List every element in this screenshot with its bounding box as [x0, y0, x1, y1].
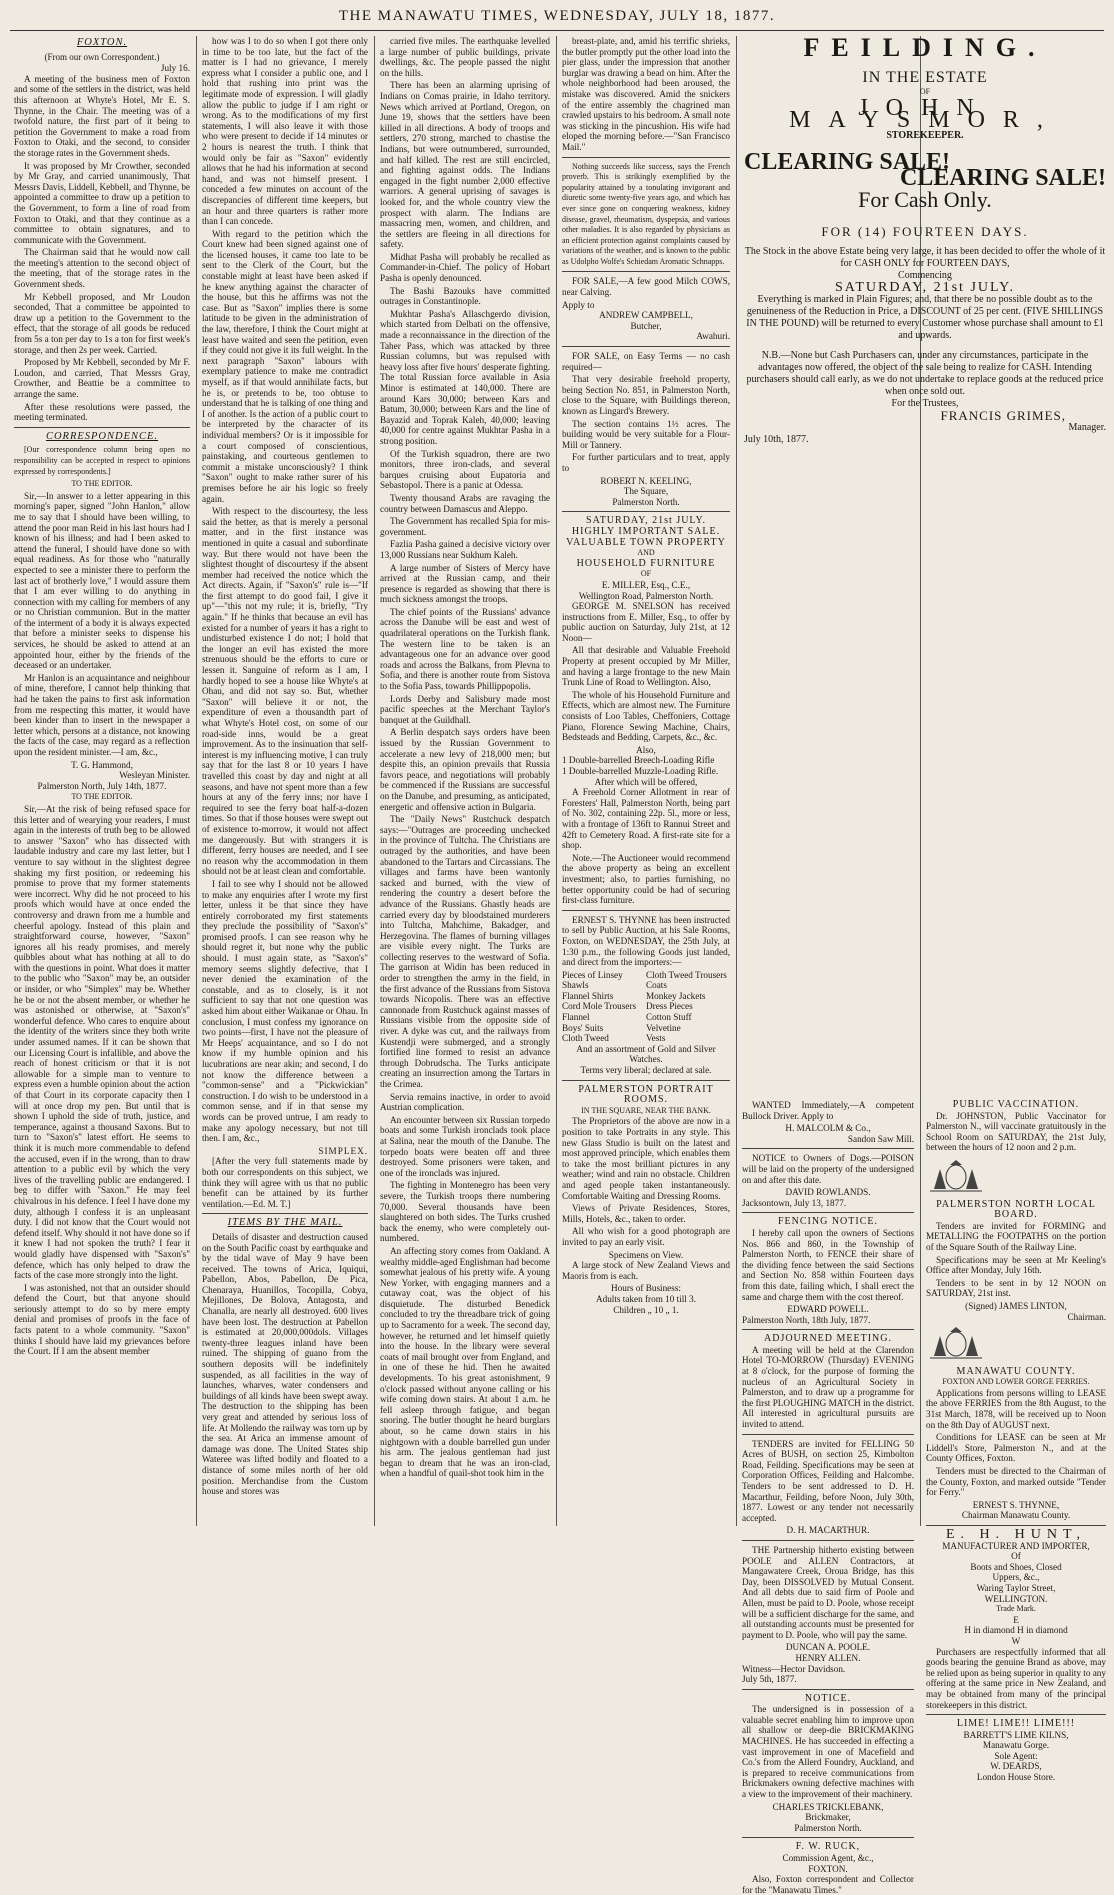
ad-text: The Proprietors of the above are now in a position to take Portraits in any style. This new Glass Studio is built on the latest and most approved principle, which enables them to take the most brilliant pictures in any weather; wind and rain no obstacle. Children and aged people taken instantaneously. Comfortable Waiting and Dressing Rooms. [562, 1116, 730, 1201]
sale-of: OF [640, 569, 652, 579]
article-paragraph: The fighting in Montenegro has been very severe, the Turkish troops there numbering 70,000. Several thousands have been slaughtered on both sides. The Turks crushed back the enemy, who were completely out-numbered. [380, 1180, 550, 1244]
section-rule [562, 511, 730, 512]
letter-paragraph: Sir,—At the risk of being refused space for this letter and of wearying your readers, I must again in the interests of truth beg to be allowed to answer "Saxon" who has dissected with laudable industry and care my last letter, but I venture to say without in the slightest degree shaking my first position, or redeeming his promise to prove that my former statements were incorrect. Why did he not proceed to his proofs which would have at once ended the controversy and drawn from me a humble and cheerful apology. Instead of this plain and straightforward course, however, "Saxon" ignores all his ready promises, and merely quibbles about what has nothing at all to do with the questions in point. What does it matter to the public who "Saxon" may be, an outsider or insider, or who "Simplex" may be. Whether he be or not the absent member, or whether he was astonished or otherwise, at "Saxon's" wonderful defence. Who cares to enquire about the identity of the writers since they both write under assumed names. If it can be shown that our Licensing Court is infallible, and above the reach of honest criticism or that it is not allowable for a simple man to venture to express even a humble opinion about the action of that Court in its corporate capacity then I will at once drop my pen. But until that is shown I uphold the side of truth, justice, and temperance, against a thousand Saxons. But to turn to "Saxon's" latest effort. He seems to think it is much more commendable to defend the accused, even if in the wrong, than to draw attention to a public evil by which the very lives of the travelling public are endangered. I beg to differ with "Saxon." He may feel chivalrous in his defence. I feel I have done my duty, although I confess it is an unpleasant duty. I did not know that the Court would not defend itself. Why should it not have done so if it knew I had not spoken the truth? I fear it would gladly have dispensed with "Saxon's" defence, which has only helped to draw the facts of the case more strongly into the light. [14, 803, 190, 1281]
section-rule [562, 346, 730, 347]
column-rule [374, 36, 375, 1526]
trade-mark-letter: E [1013, 1614, 1019, 1625]
goods-item: Cord Mole Trousers [562, 1001, 637, 1012]
ad-advertiser: HENRY ALLEN. [795, 1652, 861, 1663]
feilding-title: FEILDING. [803, 33, 1047, 62]
article-paragraph: The Chairman said that he would now call the meeting's attention to the second object of the meeting, that of the storage rates in the Government sheds. [14, 247, 190, 290]
ad-text: Also, [636, 744, 656, 755]
ad-text: A meeting will be held at the Clarendon Hotel TO-MORROW (Thursday) EVENING at 8 o'clock, for the purpose of forming the nucleus of an Agricultural Society in Palmerston, and to draw up a programme for the first PLOUGHING MATCH in the district. All interested in agricultural pursuits are invited to attend. [742, 1344, 914, 1430]
goods-item: Pieces of Linsey [562, 969, 623, 980]
article-paragraph: Mukhtar Pasha's Allaschgerdo division, which started from Delbati on the offensive, made a reconnaissance in the direction of the Taher Pass, which was attacked by three Russian columns, but was repulsed with heavy loss after five hours' desperate fighting. The total Russian force available in Asia Minor is estimated at 140,000. There are around Kars 30,000; between Kars and Batum, 30,000; between Kars and the line of Bayazid and Toprak Kaleh, 40,000; leaving 40,000 for centre against Mukhtar Pasha in a strong position. [380, 308, 550, 446]
letter-place-date: Palmerston North, July 14th, 1877. [37, 780, 167, 791]
masthead-rule [10, 30, 1104, 31]
ad-text: ERNEST S. THYNNE has been instructed to sell by Public Auction, at his Sale Rooms, Foxton, on WEDNESDAY, the 25th July, at 1:30 p.m., the following Goods just landed, and direct from the importers:— [562, 914, 730, 968]
trade-mark-diamond: H in diamond H in diamond [964, 1625, 1068, 1636]
ad-text: Purchasers are respectfully informed that all goods bearing the genuine Brand as above, may be relied upon as being superior in quality to any offering at the same price in New Zealand, and may be obtained from many of the principal storekeepers in this district. [926, 1646, 1106, 1710]
cash-only: For Cash Only. [858, 187, 992, 212]
letter-paragraph: Sir,—In answer to a letter appearing in this morning's paper, signed "John Hanlon," allow me to say that I should have been willing, to attend the poor man Reid in his last hours had I known of his illness; and had I been asked to attend the funeral, I should have done so with equal readiness. As for those who "naturally expected to see a minister there to perform the last act of brotherly love," I would assure them that I am ever willing to do anything in connection with my calling for members of any or no Christian communion. But in the matter of the interment of a body it is always expected that before a minister seeks to dispense his services, he should be asked to attend at an appointed hour, either by the friends of the deceased or an undertaker. [14, 490, 190, 671]
schnapps-notice: Nothing succeeds like success, says the French proverb. This is strikingly exemplified by the popularity attained by a tonulating invigorant and diuretic some twenty-five years ago, and which has ever since gone on conquering weakness, kidney disease, gravel, rheumatism, dyspepsia, and various other maladies. It is also regarded by physicians as an efficient protection against complaints caused by variations of the weather, and is known to the public as Udolpho Wolfe's Schiedam Aromatic Schnapps. [562, 161, 730, 266]
ad-text: Sole Agent: [994, 1750, 1038, 1761]
ad-text: Tenders to be sent in by 12 NOON on SATURDAY, 21st inst. [926, 1277, 1106, 1299]
article-paragraph: A meeting of the business men of Foxton and some of the settlers in the district, was held this afternoon at Whyte's Hotel, Mr E. S. Thynne, in the Chair. The meeting was of a twofold nature, the first part of it being to petition the Government to make a road from Foxton to Otaki, and the second, to consider the storage rates in the Government sheds. [14, 73, 190, 158]
sale-ad-date: July 10th, 1877. [744, 434, 809, 445]
article-paragraph: After these resolutions were passed, the meeting terminated. [14, 401, 190, 423]
ad-text: Conditions for LEASE can be seen at Mr Liddell's Store, Palmerston N., and at the County Offices, Foxton. [926, 1432, 1106, 1464]
column-2 [202, 36, 368, 1526]
ad-advertiser: DUNCAN A. POOLE. [785, 1642, 871, 1653]
hours-children: Children „ 10 „ 1. [613, 1304, 679, 1315]
goods-item: Vests [646, 1033, 666, 1044]
article-paragraph: Mr Kebbell proposed, and Mr Loudon seconded, That a committee be appointed to draw up a petition to the Government to the effect, that the storage of all goods be reduced from 5s a ton per day to 1s a ton for first week's storage, and then 2s per week. Carried. [14, 291, 190, 355]
article-paragraph: It was proposed by Mr Crowther, seconded by Mr Gray, and carried unanimously, That Messrs Davis, Liddell, Kebbell, and Thynne, be appointed a committee to draw up a petition to the Government, to form a line of road from Foxton to Otaki, and that they continue as a committee to obtain signatures, and to communicate with the Government. [14, 160, 190, 245]
portrait-subtitle: IN THE SQUARE, NEAR THE BANK. [581, 1105, 711, 1115]
ad-text: Apply to [562, 299, 595, 310]
sale-title: HIGHLY IMPORTANT SALE. [571, 525, 721, 537]
ad-text: Of [1011, 1551, 1021, 1562]
section-rule [562, 157, 730, 158]
ad-text: Commission Agent, &c., [782, 1853, 874, 1863]
goods-row [562, 1001, 730, 1012]
ad-text: 1 Double-barrelled Breech-Loading Rifle [562, 755, 715, 766]
letter-paragraph: I was astonished, not that an outsider should defend the Court, but that anyone should seriously attempt to do so by mere empty denial and promises of proofs in the face of facts patent to a whole community. "Saxon" thinks I should have laid my grievances before the Court. If I am the absent member [14, 1282, 190, 1357]
sale-and: AND [637, 548, 655, 558]
ad-text: Manawatu Gorge. [982, 1740, 1050, 1751]
ad-advertiser: ERNEST S. THYNNE, [972, 1499, 1060, 1510]
ad-text: The Square, [623, 486, 669, 497]
article-paragraph: Details of disaster and destruction caused on the South Pacific coast by earthquake and by the tidal wave of May 9 have been received. The towns of Arica, Iquiqui, Pabellon, Abos, Pabellon, De Pica, Chenaraya, Huanillos, Tocopilla, Cobya, Mejillones, De Bolova, Antagosta, and Chanalla, are nearly all destroyed. 600 lives have been lost. The destruction at Pabellon is estimated at 20,000,000dols. Villages twenty-three leagues inland have been ruined. The shipping of guano from the southern deposits will be indefinitely suspended, as all facilities in the way of launches, wharves, water condensers and buildings of all kinds have been swept away. The destruction to the shipping has been very great and attended by serious loss of life. At Mollendo the railway was torn up by the sea. At Arica an immense amount of damage was done. The United States ship Wateree was lifted bodily and floated to a distance of some miles north of her old position. Merchandise from the Custom house and stores was [202, 1231, 368, 1497]
article-paragraph: The "Daily News" Rustchuck despatch says:—"Outrages are proceeding unchecked in the province of Tultcha. The Christians are outraged by the authorities, and have been abandoned to the Tartars and Circassians. The villages and farms have been wantonly sacked and burned, with the view of rendering the country a desert before the advance of the Russians. Ghastly heads are carried every day by bloodstained murderers into Tultcha, Mahchime, Bakadger, and Herzegovina. The flames of burning villages are visible every night. The Turks are collecting reserves to the westward of Sofia. The garrison at Widin has been reduced in order to strengthen the army in the field, in the first advance of the Russians from Sistova towards Nicopolis. There was an effective cannonade from Rustchuck against masses of Russians visible from the opposite side of river. A dyke was cut, and the railways from Kustendji were submerged, and a strongly fortified line formed to resist an advance through Dobrudscha. The Turks anticipate creating an insurrection among the Tartars in the Crimea. [380, 814, 550, 1089]
column-3 [380, 36, 550, 1526]
goods-item: Shawls [562, 980, 589, 991]
commencing: Commencing [898, 270, 952, 281]
section-rule [742, 1212, 914, 1213]
goods-row [562, 991, 730, 1002]
article-paragraph: A Berlin despatch says orders have been issued by the Russian Government to accelerate a new levy of 218,000 men; but despite this, an opinion prevails that Russia favors peace, and negotiations will probably be commenced if the Russians are successful on the Danube, and presuming, as anticipated, energetic and offensive action in Bulgaria. [380, 727, 550, 812]
article-paragraph: A large number of Sisters of Mercy have arrived at the Russian camp, and their presence is regarded as showing that there is much sickness amongst the troops. [380, 562, 550, 605]
ad-text: Tenders are invited for FORMING and METALLING the FOOTPATHS on the portion of the Square South of the Railway Line. [926, 1220, 1106, 1252]
section-rule [742, 1689, 914, 1690]
ad-text: Uppers, &c., [992, 1572, 1040, 1583]
editor-note: [After the very full statements made by both our correspondents on this subject, we think they will agree with us that no public benefit can be attained by its further ventilation.—Ed. M. T.] [202, 1156, 368, 1209]
goods-item: Flannel Shirts [562, 990, 614, 1001]
trustees: For the Trustees, [891, 398, 959, 409]
clearing-sale-2: CLEARING SALE! [899, 165, 1106, 191]
vaccination-title: PUBLIC VACCINATION. [952, 1099, 1080, 1110]
sale-nb: N.B.—None but Cash Purchasers can, under any circumstances, participate in the advantages now offered, the object of the sale being to realize for CASH. Intending purchasers should call early, as we do not undertake to replace goods at the reduced price when once sold out. [746, 350, 1104, 397]
correspondence-note: [Our correspondence column being open no responsibility can be accepted in respect to opinions expressed by correspondents.] [14, 445, 190, 476]
sale-subtitle: HOUSEHOLD FURNITURE [576, 557, 716, 569]
goods-row [562, 1023, 730, 1034]
article-paragraph: The Bashi Bazouks have committed outrages in Constantinople. [380, 285, 550, 307]
ad-advertiser: EDWARD POWELL. [787, 1304, 869, 1315]
ad-keeling-property [562, 351, 730, 507]
royal-crest-icon [926, 1159, 986, 1193]
ad-text: NOTICE to Owners of Dogs.—POISON will be laid on the property of the undersigned on and after this date. [742, 1153, 914, 1185]
clearing-sale-1: CLEARING SALE! [744, 149, 951, 175]
ad-text: The section contains 1½ acres. The building would be very suitable for a Flour-Mill or Tannery. [562, 418, 730, 450]
ad-text: Butcher, [630, 320, 662, 331]
article-paragraph: Twenty thousand Arabs are ravaging the country between Damascus and Aleppo. [380, 492, 550, 514]
goods-row [562, 980, 730, 991]
column-1 [14, 36, 190, 1526]
article-paragraph: breast-plate, and, amid his terrific shrieks, the butler promptly put the other load into the pier glass, under the impression that another burglar was drawing a bead on him. After the whole neighborhood had been aroused, the mistake was discovered. Amid the snickers of the entire assembly the chagrined man crawled upstairs to his bedroom. A small note was sticking in the pincushion. His wife had eloped the morning before.—"San Francisco Mail." [562, 36, 730, 152]
ad-text: THE Partnership hitherto existing between POOLE and ALLEN Contractors, at Mangawatere Creek, Oroua Bridge, has this Day, been DISSOLVED by Mutual Consent. And all debts due to said firm of Poole and Allen, must be paid to D. Poole, whose receipt will be a sufficient discharge for the same, and all outstanding accounts must be presented for payment to D. Poole, who will pay the same. [742, 1544, 914, 1640]
lime-title: LIME! LIME!! LIME!!! [956, 1718, 1076, 1730]
feilding-clearing-sale-ad [744, 33, 1106, 445]
goods-row [562, 970, 730, 981]
ad-text: WANTED Immediately,—A competent Bullock Driver. Apply to [742, 1100, 914, 1121]
goods-item: Coats [646, 980, 667, 991]
ad-advertiser: D. H. MACARTHUR. [786, 1525, 870, 1536]
sale-subtitle: VALUABLE TOWN PROPERTY [566, 536, 726, 548]
article-paragraph: There has been an alarming uprising of Indians on Comas prairie, in Idaho territory. News which arrived at Portland, Oregon, on June 19, shows that the settlers have been killed in all directions. A body of troops and settlers, 270 strong, marched to chastise the Indians, but were outnumbered, surrounded, and half killed. The rest are still encircled, and fighting against odds. The Indians engaged in the fight number 2,000 effective warriors. A general uprising of savages is looked for, and the whole country view the prospect with alarm. The Indians are massacring men, women, and children, and the settlers are fleeing in all directions for safety. [380, 80, 550, 250]
adjourned-meeting-title: ADJOURNED MEETING. [764, 1333, 892, 1345]
column-rule [196, 36, 197, 1526]
article-paragraph: Of the Turkish squadron, there are two monitors, three iron-clads, and several barques cruising about Eupatoria and Sebastopol. There is a panic at Odessa. [380, 448, 550, 491]
ad-text: Witness—Hector Davidson. [742, 1663, 846, 1674]
county-title: MANAWATU COUNTY. [956, 1365, 1076, 1377]
ad-text: Chairman. [1067, 1311, 1106, 1322]
ad-text: London House Store. [976, 1772, 1056, 1783]
letter-paragraph: I fail to see why I should not be allowed to make any enquiries after I wrote my first letter, unless it be that since they have entirely corroborated my first statements they preclude the possibility of "Saxon's" promised proofs. I can see reason why he should regret it, but none why the public should. I must again state, as "Saxon's" memory seems slightly defective, that I never denied the examination of the constable, and as to closely, is it not sufficient to say that not one question was asked him about either Waikanae or Ohau. In conclusion, I must confess my ignorance on two points—first, I have not the pleasure of Mr Heeps' acquaintance, and so I do not know if my humble opinion and his lucubrations are near akin; and second, I do not know the difference between a "common-sense" and a "Pickwickian" construction. I do wish to be understood in a common sense, and if in that sense my words can be proved untrue, I am ready to make any apology necessary, but not till then. I am, &c., [202, 878, 368, 1144]
ad-advertiser: W. DEARDS, [990, 1761, 1042, 1772]
ad-text: That very desirable freehold property, being Section No. 851, in Palmerston North, close to the Square, with Buildings thereon, known as Lingard's Brewery. [562, 374, 730, 416]
masthead: THE MANAWATU TIMES, WEDNESDAY, JULY 18, 1877. [338, 8, 776, 24]
section-rule [742, 1148, 914, 1149]
section-rule [926, 1714, 1106, 1715]
estate-line: IN THE ESTATE [862, 69, 988, 86]
ruck-title: F. W. RUCK, [795, 1841, 861, 1853]
trade-mark-letter: W [1011, 1635, 1021, 1646]
ad-text: The whole of his Household Furniture and Effects, which are almost new. The Furniture consists of Loo Tables, Cheffoniers, Cottage Piano, Florence Sewing Machine, Chairs, Bedsteads and Bedding, Carpets, &c., &c. [562, 689, 730, 743]
ad-advertiser: DAVID ROWLANDS. [785, 1187, 871, 1198]
ad-text: TENDERS are invited for FELLING 50 Acres of BUSH, on section 25, Kimbolton Road, Feilding. Specifications may be seen at Corporation Offices, Feilding and Halcombe. Tenders to be sent addressed to D. H. Macarthur, Feilding, before Noon, July 30th, 1877. Lowest or any tender not necessarily accepted. [742, 1438, 914, 1523]
ad-text: Sandon Saw Mill. [847, 1133, 914, 1144]
ad-text: MANUFACTURER AND IMPORTER, [942, 1540, 1090, 1551]
column-4 [562, 36, 730, 1526]
of-line: OF [919, 87, 931, 96]
ad-text: Applications from persons willing to LEASE the above FERRIES from the 8th August, to the 31st March, 1878, will be received up to Noon on the 8th Day of AUGUST next. [926, 1387, 1106, 1430]
hours-adults: Adults taken from 10 till 3. [595, 1293, 697, 1304]
hours-heading: Hours of Business: [611, 1283, 681, 1294]
ad-advertiser: ANDREW CAMPBELL, [599, 310, 693, 321]
fourteen-days: FOR (14) FOURTEEN DAYS. [821, 224, 1029, 239]
goods-row [562, 1012, 730, 1023]
foxton-byline: (From our own Correspondent.) [44, 51, 160, 62]
portrait-title: PALMERSTON PORTRAIT ROOMS. [578, 1083, 714, 1106]
section-rule [742, 1837, 914, 1838]
ad-text: Specimens on View. [608, 1249, 684, 1260]
ad-text: I hereby call upon the owners of Sections Nos. 866 and 860, in the Township of Palmerston North, to FENCE their share of the dividing fence between the said Sections and Section No. 858 within Fourteen days from this date, failing which, I shall erect the same and charge them with the cost thereof. [742, 1227, 914, 1302]
items-by-mail-heading: ITEMS BY THE MAIL. [227, 1217, 343, 1229]
article-paragraph: Fazlia Pasha gained a decisive victory over 13,000 Russians near Sukhum Kaleh. [380, 539, 550, 560]
ad-text: Tenders must be directed to the Chairman of the County, Foxton, and marked outside "Tender for Ferry." [926, 1466, 1106, 1498]
ad-text: Note.—The Auctioneer would recommend the above property as being an excellent investment; also, to parties furnishing, no better opportunity could be had of securing first-class furniture. [562, 852, 730, 906]
ad-text: FOXTON. [808, 1863, 848, 1874]
section-rule [562, 910, 730, 911]
goods-item: Cloth Tweed [562, 1033, 609, 1044]
ad-text: After which will be offered, [594, 776, 698, 787]
goods-item: Dress Pieces [646, 1001, 693, 1012]
section-rule [14, 427, 190, 428]
letter-paragraph: how was I to do so when I got there only in time to be too late, but the fact of the matter is I had no grievance, I merely express what I consider a public one, and I hold that rushing into print was the legitimate mode of expression. I will gladly allow the public to judge if I am right or wrong. As to the modifications of my first statements, I will also leave it with those who were present to decide if 14 minutes or 2 hours is nearest the truth. I think that would only be fair as "Saxon" evidently allows that he had his information at second hand, and was not himself present. I conceded a few minutes on account of the discrepancies of different time keepers, but an hour and three quarters is rather more than I can concede. [202, 36, 368, 227]
notice-title: NOTICE. [804, 1692, 852, 1704]
ad-text: FOR SALE, on Easy Terms — no cash required— [562, 351, 730, 372]
article-paragraph: An affecting story comes from Oakland. A wealthy middle-aged Englishman had become somewhat jealous of his pretty wife. A young New Yorker, with engaging manners and a cutaway coat, was the object of his disquietude. The disturbed Benedick concluded to try the threadbare trick of going up to Sacramento for a week. The second day, however, he returned and let himself quietly into the house. In the library were several coats of mail brought over from England, and in one of these he hid. Then he awaited developments. To his great astonishment, 9 o'clock passed without anyone calling or his wife coming down stairs. At about 1 a.m. he fell asleep through fatigue, and began snoring. The butler thought he heard burglars about, so he came down stairs in his nightgown with a double barrelled gun under his arm. The jealous gentleman had just began to dream that he was an iron-clad, when a handful of quail-shot took him in the [380, 1245, 550, 1479]
ad-text: All who wish for a good photograph are invited to pay an early visit. [562, 1226, 730, 1247]
estate-name: JOHN MAYSMOR, [789, 95, 1061, 133]
column-rule [556, 36, 557, 1526]
section-rule [926, 1525, 1106, 1526]
section-rule [562, 271, 730, 272]
ad-text: Palmerston North. [794, 1822, 862, 1833]
ad-text: July 5th, 1877. [742, 1674, 797, 1685]
ad-text: Palmerston North. [612, 496, 680, 507]
ad-text: Boots and Shoes, Closed [970, 1561, 1062, 1572]
article-paragraph: Proposed by Mr Kebbell, seconded by Mr F. Loudon, and carried, That Messrs Gray, Crowther, and Beattie be a committee to arrange the same. [14, 357, 190, 399]
sale-body: Everything is marked in Plain Figures; and, that there be no possible doubt as to the genuineness of the Reduction in Price, a DISCOUNT of 25 per cent. (FIVE SHILLINGS IN THE POUND) will be returned to every Customer whose purchase shall amount to £1 and upwards. [746, 294, 1104, 341]
goods-item: Monkey Jackets [646, 990, 706, 1001]
goods-item: Boys' Suits [562, 1022, 604, 1033]
ad-advertiser: (Signed) JAMES LINTON, [965, 1300, 1067, 1311]
trade-mark-label: Trade Mark. [996, 1604, 1036, 1614]
ad-text: Views of Private Residences, Stores, Mills, Hotels, &c., taken to order. [562, 1203, 730, 1224]
sale-body: The Stock in the above Estate being very large, it has been decided to offer the whole of it for CASH ONLY for FOURTEEN DAYS, [744, 246, 1106, 269]
section-rule [742, 1329, 914, 1330]
ad-text: WELLINGTON. [984, 1593, 1048, 1604]
ad-text: GEORGE M. SNELSON has received instructions from E. Miller, Esq., to offer by public auction on Saturday, July 21st, at 12 Noon— [562, 601, 730, 643]
article-paragraph: The chief points of the Russians' advance across the Danube will be east and west of quadrilateral operations on the Turkish flank. The western line to be taken is an advantageous one for an advance over good roads and across the Balkans, from Plevna to Sofia, and there is another route from Sistova to the Sofia Pass, towards Phillippopolis. [380, 606, 550, 692]
ad-text: All that desirable and Valuable Freehold Property at present occupied by Mr Miller, and having a large frontage to the new Main Trunk Line of Road to Wellington. Also, [562, 645, 730, 688]
letter-paragraph: With regard to the petition which the Court knew had been signed against one of the licensed houses, it came too late to be sent to the Clerk of the Court, but the constable might at least have been asked if he knew anything against the character of the house, but this he affirms was not the case. But as "Saxon" implies there is some latitude to be given in the administration of the law, therefore, I think the Court might at least have waited and seen the petition, even if they could not give it its full weight. In the next paragraph "Saxon" labours with exemplary patience to make me contradict myself, as if that would annihilate facts, but he is, or pretends to be, too obtuse to understand that he is talking of one thing and I of another. Is the action of a public court to be interpreted by the character of its individual members? Or is it impossible for a court composed of conscientious, painstaking, and courteous gentlemen to commit a mistake unconsciously? I think "Saxon" ought to make rather surer of his premises before he air his logic so freely again. [202, 228, 368, 504]
ad-text: A large stock of New Zealand Views and Maoris from is each. [562, 1260, 730, 1281]
ferries-title: FOXTON AND LOWER GORGE FERRIES. [942, 1377, 1090, 1387]
section-rule [742, 1434, 914, 1435]
local-board-title: PALMERSTON NORTH LOCAL BOARD. [936, 1198, 1096, 1221]
column-6 [742, 1100, 914, 1895]
letter-signature-title: Wesleyan Minister. [119, 770, 190, 781]
sale-start-date: SATURDAY, 21st JULY. [835, 280, 1015, 295]
ad-text: Chairman Manawatu County. [961, 1510, 1071, 1521]
manager-title: Manager. [1068, 422, 1106, 433]
letter-signature: T. G. Hammond, [71, 759, 133, 770]
letter-paragraph: With respect to the discourtesy, the less said the better, as that is merely a personal matter, and in the first instance was mentioned in quite a casual and subordinate way. But there would not have been the slightest thought of discourtesy if the absent member had received the notice which the Act directs. Again, if "Saxon's" rule is—"If the first attempt to do good fail, I give it up"—"this not my rule; it is, briefly, "Try again." If he thinks that because an evil has existed for a number of years it has a right to undisturbed existence I do not; I hold that the longer an evil has existed the more strenuous should be the efforts to cure or lessen it. Sanguine of reform as I am, I hardly hoped to see a house like Whyte's at Ohau, and did not say so. But, whether "Saxon" will believe it or not, the expenditure of even a thousandth part of what Whyte's Hotel cost, on some of our road-side inns, would be a great improvement. As to the insinuation that self-interest is my influencing motive, I can truly say that for the last 8 or 10 years I have travelled this coast by day and night at all seasons, and have not spent more than a few hours at any of the ferry inns; nor have I required to see the ferry boat half-a-dozen times. So that if those houses were swept out of existence to-morrow, it would not affect me dangerously. But with strangers it is different, ferry houses are needed, and I see no reason why the accommodation in them should not be at least clean and comfortable. [202, 506, 368, 877]
ad-advertiser: CHARLES TRICKLEBANK, [772, 1801, 884, 1812]
goods-row [562, 1033, 730, 1044]
to-editor-heading: TO THE EDITOR. [71, 792, 133, 802]
manager-name: FRANCIS GRIMES, [940, 408, 1066, 423]
article-paragraph: The Government has recalled Spia for mis-government. [380, 516, 550, 537]
ad-text: Jacksontown, July 13, 1877. [742, 1197, 847, 1208]
ad-text: Specifications may be seen at Mr Keeling's Office after Monday, July 16th. [926, 1254, 1106, 1276]
foxton-date: July 16. [160, 63, 190, 74]
article-paragraph: Servia remains inactive, in order to avoid Austrian complication. [380, 1091, 550, 1113]
goods-item: Flannel [562, 1012, 590, 1023]
ad-text: A Freehold Corner Allotment in rear of Foresters' Hall, Palmerston North, being part of No. 302, containing 22p. 5l., more or less, with a frontage of 136ft to Rannui Street and 42ft to Cemetery Road. A first-rate site for a shop. [562, 787, 730, 851]
letter-signature: SIMPLEX. [318, 1145, 368, 1156]
article-paragraph: Midhat Pasha will probably be recalled as Commander-in-Chief. The policy of Hobart Pasha is openly denounced. [380, 251, 550, 284]
section-rule [202, 1213, 368, 1214]
goods-item: Cloth Tweed Trousers [646, 969, 727, 980]
ad-text: Brickmaker, [805, 1812, 851, 1823]
article-paragraph: carried five miles. The earthquake levelled a large number of public buildings, private dwellings, &c. The people passed the night on the hills. [380, 36, 550, 78]
ad-text: Also, Foxton correspondent and Collector for the "Manawatu Times." [742, 1874, 914, 1895]
sale-date: SATURDAY, 21st JULY. [586, 515, 706, 527]
storekeeper-line: STOREKEEPER. [886, 130, 964, 141]
ad-text: BARRETT'S LIME KILNS, [963, 1729, 1069, 1740]
sale-owner: E. MILLER, Esq., C.E., [601, 579, 691, 590]
ad-text: FOR SALE,—A few good Milch COWS, near Calving. [562, 276, 730, 298]
ad-advertiser: ROBERT N. KEELING, [600, 475, 692, 486]
section-rule [742, 1540, 914, 1541]
article-paragraph: Lords Derby and Salisbury made most pacific speeches at the Merchant Taylor's banquet at the Guildhall. [380, 693, 550, 725]
article-paragraph: An encounter between six Russian torpedo boats and some Turkish ironclads took place at Salina, near the mouth of the Danube. The torpedo boats were beaten off and three destroyed. Some prisoners were taken, and one of the ironclads was injured. [380, 1114, 550, 1178]
section-rule [562, 1080, 730, 1081]
ad-text: For further particulars and to treat, apply to [562, 452, 730, 473]
royal-crest-icon [926, 1326, 986, 1360]
to-editor-heading: TO THE EDITOR. [71, 479, 133, 489]
ad-text: The undersigned is in possession of a valuable secret enabling him to improve upon all shallow or deep-die BRICKMAKING MACHINES. He has succeeded in effecting a vast improvement in one of Macefield and Co.'s from the Allerd Foundry, Auckland, and is prepared to receive communications from Brickmakers owning defective machines with a view to the improvement of their machinery. [742, 1704, 914, 1800]
goods-item: Velvetine [646, 1022, 681, 1033]
ad-text: Awahuri. [696, 331, 730, 342]
ad-advertiser: H. MALCOLM & Co., [785, 1123, 871, 1134]
column-7 [926, 1099, 1106, 1783]
sale-place: Wellington Road, Palmerston North. [578, 590, 714, 601]
ad-text: 1 Double-barrelled Muzzle-Loading Rifle. [562, 766, 719, 776]
letter-paragraph: Mr Hanlon is an acquaintance and neighbour of mine, therefore, I cannot help thinking that had he taken the pains to first ask information from me respecting this matter, it would have been kinder than to insert in the newspaper a letter which, persons at a distance, not knowing the facts of the case, may regard as a reflection upon the resident minister.—I am, &c., [14, 672, 190, 757]
goods-item: Cotton Stuff [646, 1012, 692, 1023]
ad-text: Waring Taylor Street, [976, 1582, 1056, 1593]
ad-text: Dr. JOHNSTON, Public Vaccinator for Palmerston N., will vaccinate gratuitously in the School Room on SATURDAY, the 21st July, between the hours of 12 noon and 2 p.m. [926, 1110, 1106, 1153]
fencing-notice-title: FENCING NOTICE. [778, 1216, 878, 1228]
correspondence-heading: CORRESPONDENCE. [45, 430, 159, 442]
ad-milch-cows [562, 276, 730, 342]
ad-text: And an assortment of Gold and Silver Watches. [576, 1043, 716, 1065]
ad-text: Palmerston North, 18th July, 1877. [742, 1314, 871, 1325]
ad-text: Terms very liberal; declared at sale. [580, 1065, 712, 1076]
foxton-heading: FOXTON. [76, 37, 128, 48]
hunt-title: E. H. HUNT, [945, 1527, 1086, 1542]
column-rule [736, 36, 737, 1526]
